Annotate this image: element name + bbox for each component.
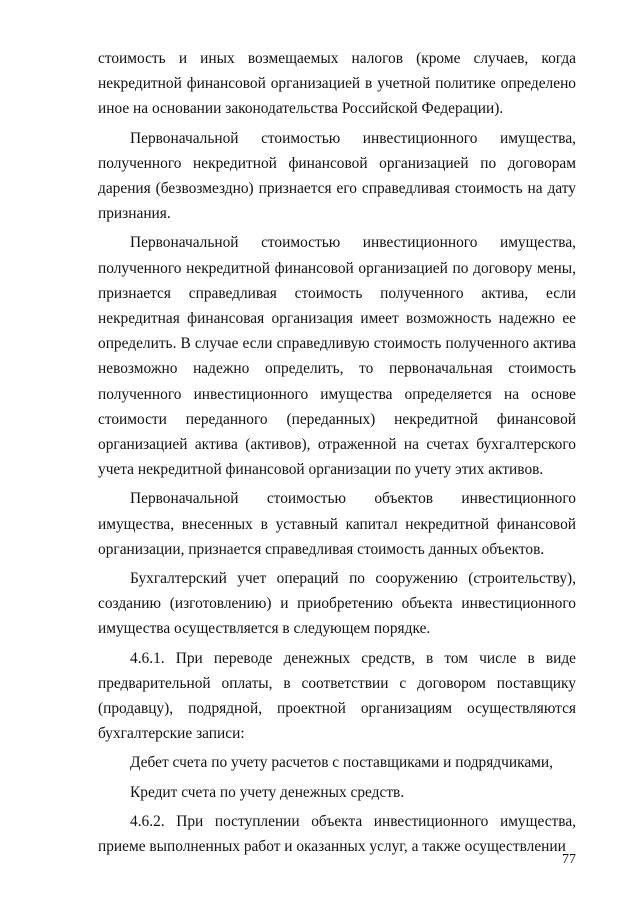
paragraph-9: 4.6.2. При поступлении объекта инвестиционного имущества, приеме выполненных работ и оказанных услуг, а также осуществлении — [98, 812, 576, 856]
paragraph-2: Первоначальной стоимостью инвестиционного имущества, полученного некредитной финансовой организацией по договорам дарения (безвозмездно) признается его справедливая стоимость на дату признания. — [98, 129, 576, 223]
paragraph-6: 4.6.1. При переводе денежных средств, в том числе в виде предварительной оплаты, в соответствии с договором поставщику (продавцу), подрядной, проектной организациям осуществляются бухгалтерские записи: — [98, 649, 576, 743]
paragraph-5: Бухгалтерский учет операций по сооружению (строительству), созданию (изготовлению) и приобретению объекта инвестиционного имущества осуществляется в следующем порядке. — [98, 570, 576, 638]
body-text — [98, 46, 576, 863]
paragraph-1: стоимость и иных возмещаемых налогов (кроме случаев, когда некредитной финансовой организацией в учетной политике определено иное на основании законодательства Российской Федерации). — [98, 50, 576, 118]
paragraph-8: Кредит счета по учету денежных средств. — [130, 783, 405, 801]
page-number: 77 — [562, 852, 576, 867]
paragraph-3: Первоначальной стоимостью инвестиционного имущества, полученного некредитной финансовой организацией по договору мены, признается справедливая стоимость полученного актива, если некредитная финансовая организация имеет возможность надежно ее определить. В случае если справедливую стоимость полученного актива невозможно надежно определить, то первоначальная стоимость полученного инвестиционного имущества определяется на основе стоимости переданного (переданных) некредитной финансовой организацией актива (активов), отраженной на счетах бухгалтерского учета некредитной финансовой организации по учету этих активов. — [98, 234, 576, 479]
paragraph-7: Дебет счета по учету расчетов с поставщиками и подрядчиками, — [130, 754, 554, 772]
paragraph-4: Первоначальной стоимостью объектов инвестиционного имущества, внесенных в уставный капитал некредитной финансовой организации, признается справедливая стоимость данных объектов. — [98, 490, 576, 558]
